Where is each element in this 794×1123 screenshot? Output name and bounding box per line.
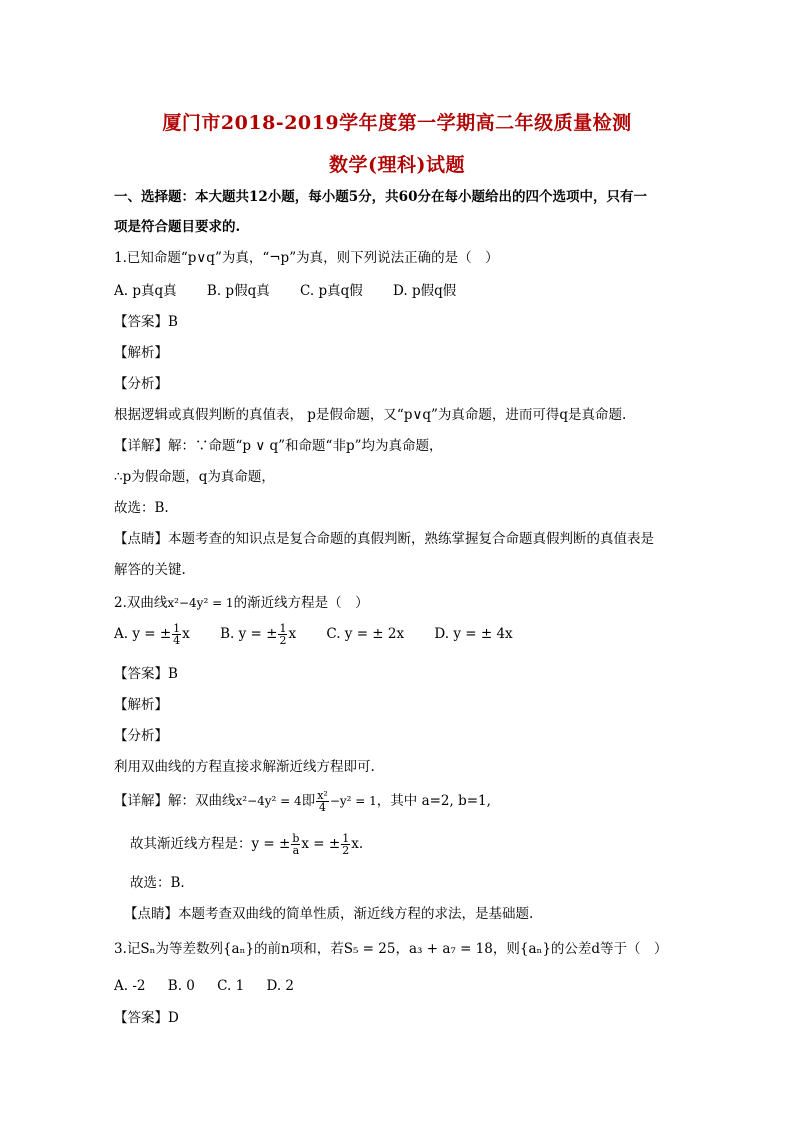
q2-options [114, 623, 539, 646]
q1-answer: 【答案】B [114, 314, 178, 330]
q3-stem: 3.记Sₙ为等差数列{aₙ}的前n项和，若S₅ = 25，a₃ + a₇ = 18，则{aₙ}的公差d等于（ ） [114, 941, 668, 957]
q3-option-a: A. -2 [114, 978, 146, 994]
document-title: 厦门市2018-2019学年度第一学期高二年级质量检测 [162, 112, 632, 134]
q2-choice: 故选：B. [130, 875, 185, 891]
q3-option-d: D. 2 [266, 978, 295, 994]
q2-detail-equation: x²−4y² = 4 [235, 794, 302, 808]
q2-fenxi-text: 利用双曲线的方程直接求解渐近线方程即可. [114, 759, 375, 775]
fraction-denominator: 2 [342, 844, 350, 857]
q2-stem-pre: 2.双曲线 [114, 595, 168, 611]
section-heading-line1: 一、选择题：本大题共12小题，每小题5分，共60分在每小题给出的四个选项中，只有一 [114, 189, 647, 205]
q3-options [114, 977, 312, 995]
q1-options [114, 282, 482, 300]
q3-option-c: C. 1 [217, 978, 245, 994]
q1-option-c: C. p真q假 [300, 283, 363, 299]
q2-jiexi: 【解析】 [114, 697, 168, 713]
q2-option-b-text: B. y = ± [220, 626, 278, 642]
q2-detail-post: ，其中 a=2, b=1, [376, 793, 491, 809]
q2-stem-post: 的渐近线方程是（ ） [233, 595, 369, 611]
q2-option-a-fraction [172, 623, 181, 646]
variable-x: x [288, 626, 297, 642]
q2-asymptote-mid: x = ± [301, 836, 341, 852]
fraction-denominator: 4 [173, 634, 181, 647]
q2-detail-mid: 即 [301, 793, 316, 809]
q2-asymptote-fraction-half [341, 833, 350, 856]
q1-dianjing-line2: 解答的关键. [114, 562, 186, 578]
variable-x: x [182, 626, 190, 642]
fraction-numerator: b [292, 832, 300, 845]
q1-fenxi-text: 根据逻辑或真假判断的真值表， p是假命题，又“p∨q”为真命题，进而可得q是真命题. [114, 407, 627, 423]
q2-option-c: C. y = ± 2x [326, 626, 405, 642]
q2-option-b-fraction [278, 623, 287, 646]
fraction-numerator: 1 [279, 622, 287, 635]
fraction-denominator: 2 [279, 634, 287, 647]
q2-option-a-text: A. y = ± [114, 626, 172, 642]
q2-detail-pre: 【详解】解：双曲线 [114, 793, 236, 809]
q1-choice: 故选：B. [114, 500, 169, 516]
q1-detail-line1: 【详解】解：∵命题“p ∨ q”和命题“非p”均为真命题， [114, 438, 443, 454]
q1-stem: 1.已知命题“p∨q”为真，“¬p”为真，则下列说法正确的是（ ） [114, 250, 499, 266]
q3-answer: 【答案】D [114, 1010, 179, 1026]
q2-stem-equation: x²−4y² = 1 [167, 596, 234, 610]
fraction-denominator: 4 [319, 801, 326, 814]
q1-detail-line2: ∴p为假命题，q为真命题， [114, 469, 275, 485]
q2-asymptote-line [130, 833, 363, 856]
q2-detail-tail: −y² = 1 [329, 794, 377, 808]
q2-dianjing: 【点睛】本题考查双曲线的简单性质，渐近线方程的求法，是基础题. [124, 906, 534, 922]
q2-asymptote-pre: 故其渐近线方程是：y = ± [130, 836, 291, 852]
q2-detail [114, 790, 491, 813]
q1-dianjing-line1: 【点睛】本题考查的知识点是复合命题的真假判断，熟练掌握复合命题真假判断的真值表是 [114, 531, 654, 547]
q1-option-b: B. p假q真 [206, 283, 270, 299]
q2-stem [114, 594, 369, 612]
fraction-numerator: 1 [173, 622, 181, 635]
q1-jiexi: 【解析】 [114, 345, 168, 361]
fraction-denominator: a [292, 844, 300, 857]
q2-fenxi: 【分析】 [114, 728, 168, 744]
q1-fenxi: 【分析】 [114, 376, 168, 392]
q2-detail-fraction [316, 790, 329, 813]
section-heading-line2: 项是符合题目要求的. [114, 219, 241, 235]
fraction-numerator: x² [317, 789, 328, 802]
q2-option-b [220, 623, 296, 646]
q2-answer: 【答案】B [114, 666, 178, 682]
q2-option-a [114, 623, 190, 646]
q2-option-d: D. y = ± 4x [434, 626, 513, 642]
q1-option-a: A. p真q真 [114, 283, 177, 299]
q3-option-b: B. 0 [167, 978, 195, 994]
q1-option-d: D. p假q假 [393, 283, 457, 299]
q2-asymptote-post: x. [351, 836, 364, 852]
document-subtitle: 数学(理科)试题 [329, 154, 465, 176]
q2-asymptote-fraction-ba [291, 833, 300, 856]
fraction-numerator: 1 [342, 832, 350, 845]
